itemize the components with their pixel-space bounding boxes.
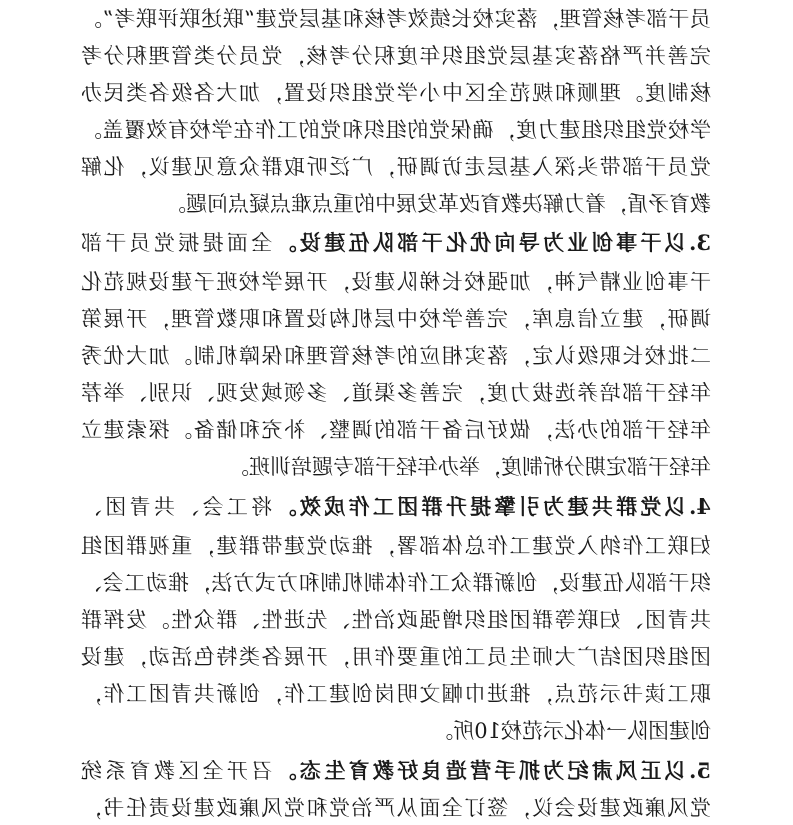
text-line: 核制度。理顺和规范全区中小学党组织设置，加大各级各类民办 [81,81,711,105]
text-line: 党员干部带头深入基层走访调研，广泛听取群众意见建议，化解 [81,155,711,179]
section-heading-line: 5.以正风肃纪为抓手营造良好教育生态。召开全区教育系统 [81,758,711,783]
section-heading-line: 4.以党群共建为引擎提升群团工作成效。将工会、共青团、 [81,494,711,519]
section-heading: 5.以正风肃纪为抓手营造良好教育生态。 [272,758,711,783]
section-heading: 3.以干事创业为导向优化干部队伍建设。 [272,230,711,255]
section-heading: 4.以党群共建为引擎提升群团工作成效。 [272,494,711,519]
text-line: 二批校长职级认定，落实相应的考核管理和保障机制。加大优秀 [81,344,711,368]
section-heading-line: 3.以干事创业为导向优化干部队伍建设。全面提振党员干部 [81,230,711,255]
text-line: 织干部队伍建设，创新群众工作体制机制和方式方法，推动工会、 [81,571,711,595]
text-line: 创建团队一体化示范校10所。 [432,719,711,743]
text-line: 妇联工作纳入党建工作总体部署，推动党建带群建，重视群团组 [81,534,711,558]
text-line: 调研，建立信息库，完善学校中层机构设置和职数管理，开展第 [81,307,711,331]
text-line: 教育矛盾，着力解决教育改革发展中的重点难点疑点问题。 [165,192,711,216]
text-line: 员干部考核管理，落实校长绩效考核和基层党建“联述联评联考”。 [81,7,711,31]
text-line: 年轻干部培养选拔力度，完善多渠道、多领域发现、识别、举荐 [81,381,711,405]
text-line: 党风廉政建设会议，签订全面从严治党和党风廉政建设责任书， [81,796,711,820]
text-line: 完善并严格落实基层党组织年度积分考核，党员分类管理积分考 [81,44,711,68]
text-line: 年轻干部定期分析制度，举办年轻干部专题培训班。 [228,455,711,479]
text-line: 年轻干部的办法，做好后备干部的调整、补充和储备。探索建立 [81,418,711,442]
text-line: 学校党组织组建力度，确保党的组织和党的工作在学校有效覆盖。 [81,118,711,142]
text-line: 共青团、妇联等群团组织增强政治性、先进性、群众性。发挥群 [81,608,711,632]
text-line: 职工读书示范点，推进巾帼文明岗创建工作，创新共青团工作， [81,682,711,706]
text-line: 干事创业精气神，加强校长梯队建设，开展学校班子建设规范化 [81,270,711,294]
text-line: 团组织团结广大师生员工的重要作用，开展各类特色活动，建设 [81,645,711,669]
